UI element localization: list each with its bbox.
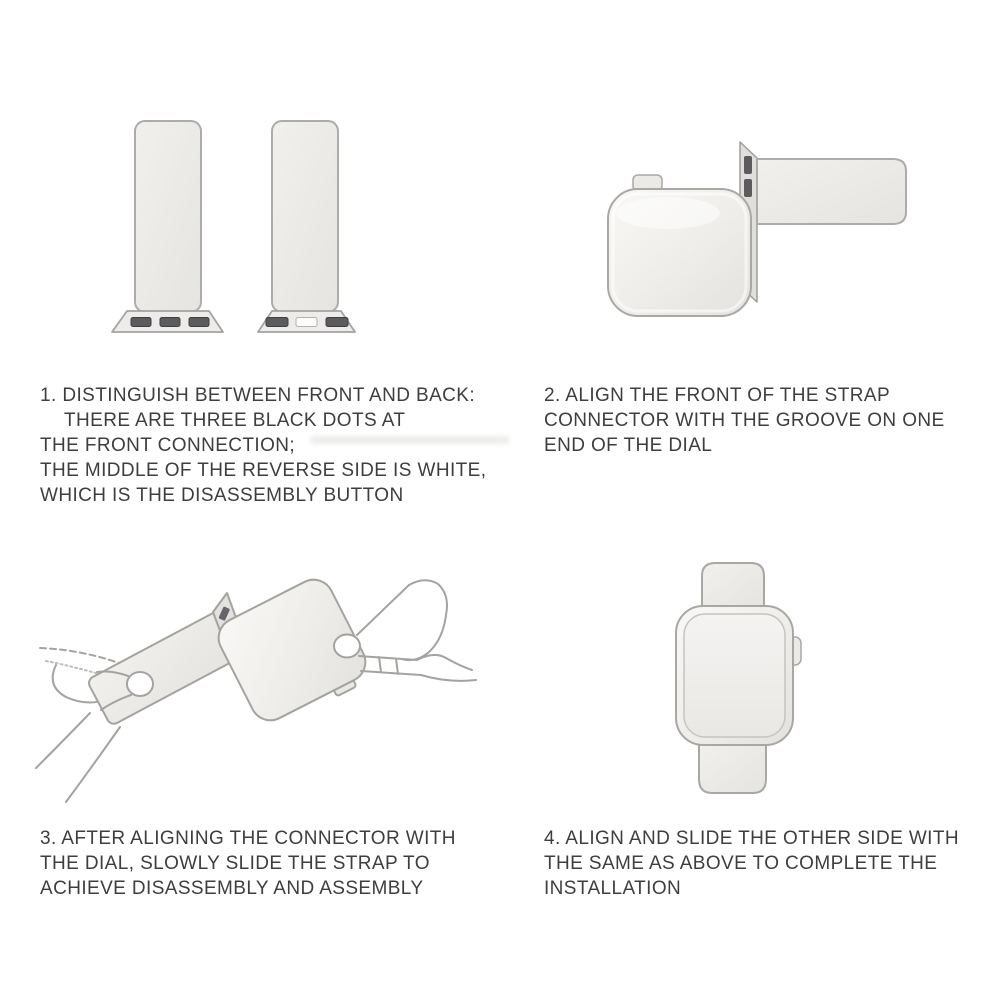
connector-dot-2	[160, 318, 180, 327]
watch-case-gloss-highlight	[616, 197, 720, 229]
caption-line: THE MIDDLE OF THE REVERSE SIDE IS WHITE,	[40, 460, 487, 481]
caption-line: THE DIAL, SLOWLY SLIDE THE STRAP TO	[40, 853, 430, 874]
caption-line: CONNECTOR WITH THE GROOVE ON ONE	[544, 410, 945, 431]
right-finger-joint-2	[396, 659, 398, 674]
caption-line: THERE ARE THREE BLACK DOTS AT	[64, 410, 406, 431]
step-1-caption	[40, 383, 486, 508]
caption-line: 1. DISTINGUISH BETWEEN FRONT AND BACK:	[40, 385, 476, 406]
connector-dot-3	[189, 318, 209, 327]
step-4-caption	[544, 826, 959, 901]
connector-slot-left	[266, 318, 288, 327]
left-wrist-line-2	[66, 727, 120, 802]
right-knuckle-outline	[417, 655, 472, 670]
caption-line: INSTALLATION	[544, 878, 682, 899]
right-fingers-bottom-line	[361, 671, 421, 675]
caption-line: WHICH IS THE DISASSEMBLY BUTTON	[40, 485, 404, 506]
step-3-caption	[40, 826, 456, 901]
caption-line: 2. ALIGN THE FRONT OF THE STRAP	[544, 385, 891, 406]
strap-horizontal	[757, 159, 906, 224]
watch-screen	[684, 614, 785, 737]
right-thumb-tip-loop	[334, 635, 360, 658]
watch-top-strap	[702, 563, 764, 609]
caption-line: 4. ALIGN AND SLIDE THE OTHER SIDE WITH	[544, 828, 959, 849]
step-2-caption	[544, 383, 945, 458]
strap-front-body	[135, 121, 201, 312]
right-finger-joint-1	[379, 657, 381, 672]
connector-dot-1	[131, 318, 151, 327]
watch-bottom-strap	[699, 744, 766, 793]
hands-sliding-illustration	[36, 573, 476, 802]
left-thumb-tip-loop	[127, 672, 153, 696]
connector-plate-slot-1	[744, 156, 752, 174]
right-fingers-top-line	[359, 656, 417, 660]
strap-back-illustration	[258, 121, 355, 332]
strap-back-body	[272, 121, 338, 312]
disassembly-button	[296, 318, 317, 327]
connector-slot-right	[326, 318, 348, 327]
left-wrist-line-1	[36, 713, 90, 768]
right-index-finger-curve	[402, 580, 447, 660]
strap-front-illustration	[112, 121, 223, 332]
watch-strap-alignment-illustration	[608, 142, 906, 316]
caption-line: END OF THE DIAL	[544, 435, 713, 456]
connector-plate-slot-2	[744, 179, 752, 197]
caption-line: THE SAME AS ABOVE TO COMPLETE THE	[544, 853, 938, 874]
caption-line: ACHIEVE DISASSEMBLY AND ASSEMBLY	[40, 878, 424, 899]
caption-line: THE FRONT CONNECTION;	[40, 435, 296, 456]
assembled-watch-illustration	[676, 563, 801, 793]
right-index-finger-line	[357, 585, 409, 635]
right-palm-outline	[421, 675, 476, 681]
caption-line: 3. AFTER ALIGNING THE CONNECTOR WITH	[40, 828, 456, 849]
